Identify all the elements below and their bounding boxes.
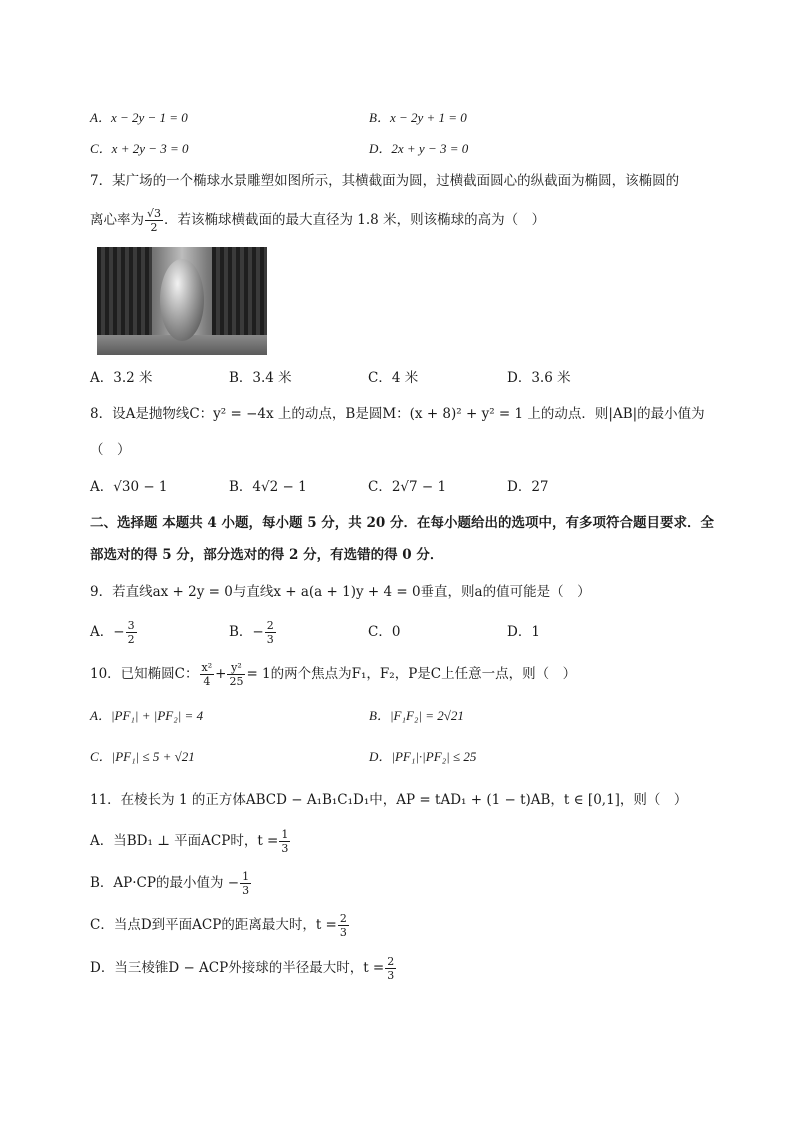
q10-option-b: B．|F₁F₂| = 2√21 <box>369 708 464 723</box>
q11-option-d: D．当三棱锥D − ACP外接球的半径最大时，t = $\frac{2}{3}$ <box>90 955 395 982</box>
q9-option-a: A．− $\frac{3}{2}$ <box>90 619 135 646</box>
q7-option-b: B．3.4 米 <box>229 370 292 386</box>
q8-option-a: A．√30 − 1 <box>90 479 168 495</box>
q10-option-a: A．|PF₁| + |PF₂| = 4 <box>90 708 204 723</box>
q6-option-c: C．x + 2y − 3 = 0 <box>90 141 189 156</box>
section2-instructions-line1: 二、选择题 本题共 4 小题，每小题 5 分，共 20 分．在每小题给出的选项中，有多项符合题目要求．全 <box>90 515 714 531</box>
q9-option-d: D．1 <box>507 624 540 640</box>
ellipsoid-sculpture-photo <box>97 247 267 355</box>
q6-option-b: B．x − 2y + 1 = 0 <box>369 110 467 125</box>
q8-option-d: D．27 <box>507 479 549 495</box>
q8-stem-line1: 8．设A是抛物线C：y² = −4x 上的动点，B是圆M：(x + 8)² + y² = 1 上的动点．则|AB|的最小值为 <box>90 406 705 422</box>
q11-option-c: C．当点D到平面ACP的距离最大时，t = $\frac{2}{3}$ <box>90 912 347 939</box>
q7-eccentricity-fraction: $\frac{√3}{2}$ <box>147 207 162 234</box>
q10-stem: 10．已知椭圆C： $\frac{\text{x²}}{4}$ + $\frac{\text{y²}}{25}$ = 1的两个焦点为F₁，F₂，P是C上任意一点，则（ ） <box>90 661 577 688</box>
q9-option-c: C．0 <box>368 624 401 640</box>
q7-option-a: A．3.2 米 <box>90 370 153 386</box>
q10-option-c: C．|PF₁| ≤ 5 + √21 <box>90 749 195 764</box>
section2-instructions-line2: 部选对的得 5 分，部分选对的得 2 分，有选错的得 0 分． <box>90 547 444 563</box>
q7-option-d: D．3.6 米 <box>507 370 571 386</box>
q11-stem: 11．在棱长为 1 的正方体ABCD − A₁B₁C₁D₁中，AP = tAD₁ + (1 − t)AB，t ∈ [0,1]，则（ ） <box>90 792 688 808</box>
q7-stem-line1: 7．某广场的一个椭球水景雕塑如图所示，其横截面为圆，过横截面圆心的纵截面为椭圆，该椭圆的 <box>90 173 680 189</box>
q6-option-d: D．2x + y − 3 = 0 <box>369 141 469 156</box>
q7-option-c: C．4 米 <box>368 370 419 386</box>
q10-option-d: D．|PF₁|·|PF₂| ≤ 25 <box>369 749 477 764</box>
q6-option-a: A．x − 2y − 1 = 0 <box>90 110 188 125</box>
q9-option-b: B．− $\frac{2}{3}$ <box>229 619 274 646</box>
q7-stem-line2: 离心率为 $\frac{√3}{2}$ ．若该椭球横截面的最大直径为 1.8 米，则该椭球的高为（ ） <box>90 207 546 234</box>
q8-option-b: B．4√2 − 1 <box>229 479 307 495</box>
q11-option-a: A．当BD₁ ⊥ 平面ACP时，t = $\frac{1}{3}$ <box>90 828 289 855</box>
q9-stem: 9．若直线ax + 2y = 0与直线x + a(a + 1)y + 4 = 0垂直，则a的值可能是（ ） <box>90 584 591 600</box>
q8-stem-line2: （ ） <box>90 442 131 458</box>
q11-option-b: B．AP·CP的最小值为 − $\frac{1}{3}$ <box>90 870 250 897</box>
q8-option-c: C．2√7 − 1 <box>368 479 447 495</box>
